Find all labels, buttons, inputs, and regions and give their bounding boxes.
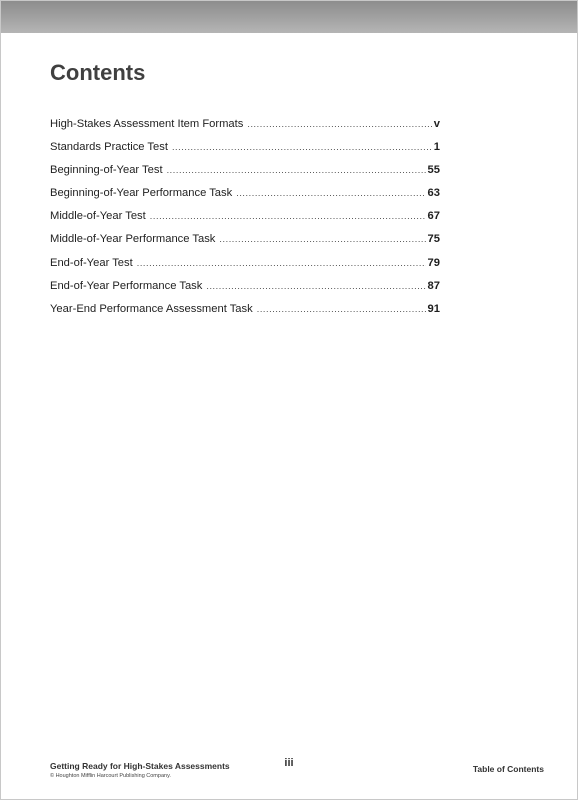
- toc-entry: [50, 233, 440, 256]
- toc-entry: [50, 118, 440, 141]
- dot-leader: [257, 304, 426, 314]
- toc-entry-title: High-Stakes Assessment Item Formats: [50, 118, 244, 130]
- toc-entry-title: End-of-Year Test: [50, 256, 133, 269]
- toc-entry-title: End-of-Year Performance Task: [50, 279, 203, 292]
- toc-page-number: 75: [427, 233, 440, 246]
- toc-entry: [50, 187, 440, 210]
- toc-entry-title: Middle-of-Year Performance Task: [50, 233, 216, 246]
- toc-entry-title: Beginning-of-Year Test: [50, 164, 163, 177]
- page-title: Contents: [50, 60, 146, 85]
- dot-leader: [236, 188, 425, 198]
- footer-copyright: © Houghton Mifflin Harcourt Publishing Company.: [50, 773, 171, 779]
- toc-entry: [50, 257, 440, 280]
- dot-leader: [172, 142, 432, 152]
- footer-book-title: Getting Ready for High-Stakes Assessments: [50, 761, 230, 771]
- toc-entry-title: Beginning-of-Year Performance Task: [50, 187, 233, 200]
- dot-leader: [150, 211, 426, 221]
- toc-entry-title: Year-End Performance Assessment Task: [50, 302, 253, 315]
- toc-entry: [50, 164, 440, 187]
- footer-section-label: Table of Contents: [472, 764, 544, 774]
- dot-leader: [137, 258, 426, 268]
- footer-page-number: iii: [284, 757, 294, 769]
- toc-page-number: v: [433, 118, 440, 130]
- toc-page-number: 63: [427, 187, 440, 200]
- toc-entry-title: Standards Practice Test: [50, 141, 168, 154]
- toc-page-number: 87: [427, 279, 440, 292]
- toc-entry: [50, 210, 440, 233]
- toc-page-number: 79: [427, 256, 440, 269]
- header-band: [0, 0, 578, 33]
- toc-page-number: 67: [427, 210, 440, 223]
- toc-page-number: 1: [433, 141, 440, 154]
- dot-leader: [219, 234, 425, 244]
- toc-entry: [50, 141, 440, 164]
- toc-entry-title: Middle-of-Year Test: [50, 210, 146, 223]
- dot-leader: [206, 281, 425, 291]
- toc-page-number: 91: [427, 302, 440, 315]
- toc-entry: [50, 280, 440, 303]
- toc-page-number: 55: [427, 164, 440, 177]
- table-of-contents: [50, 118, 440, 326]
- dot-leader: [247, 119, 431, 129]
- toc-entry: [50, 303, 440, 326]
- dot-leader: [167, 165, 426, 175]
